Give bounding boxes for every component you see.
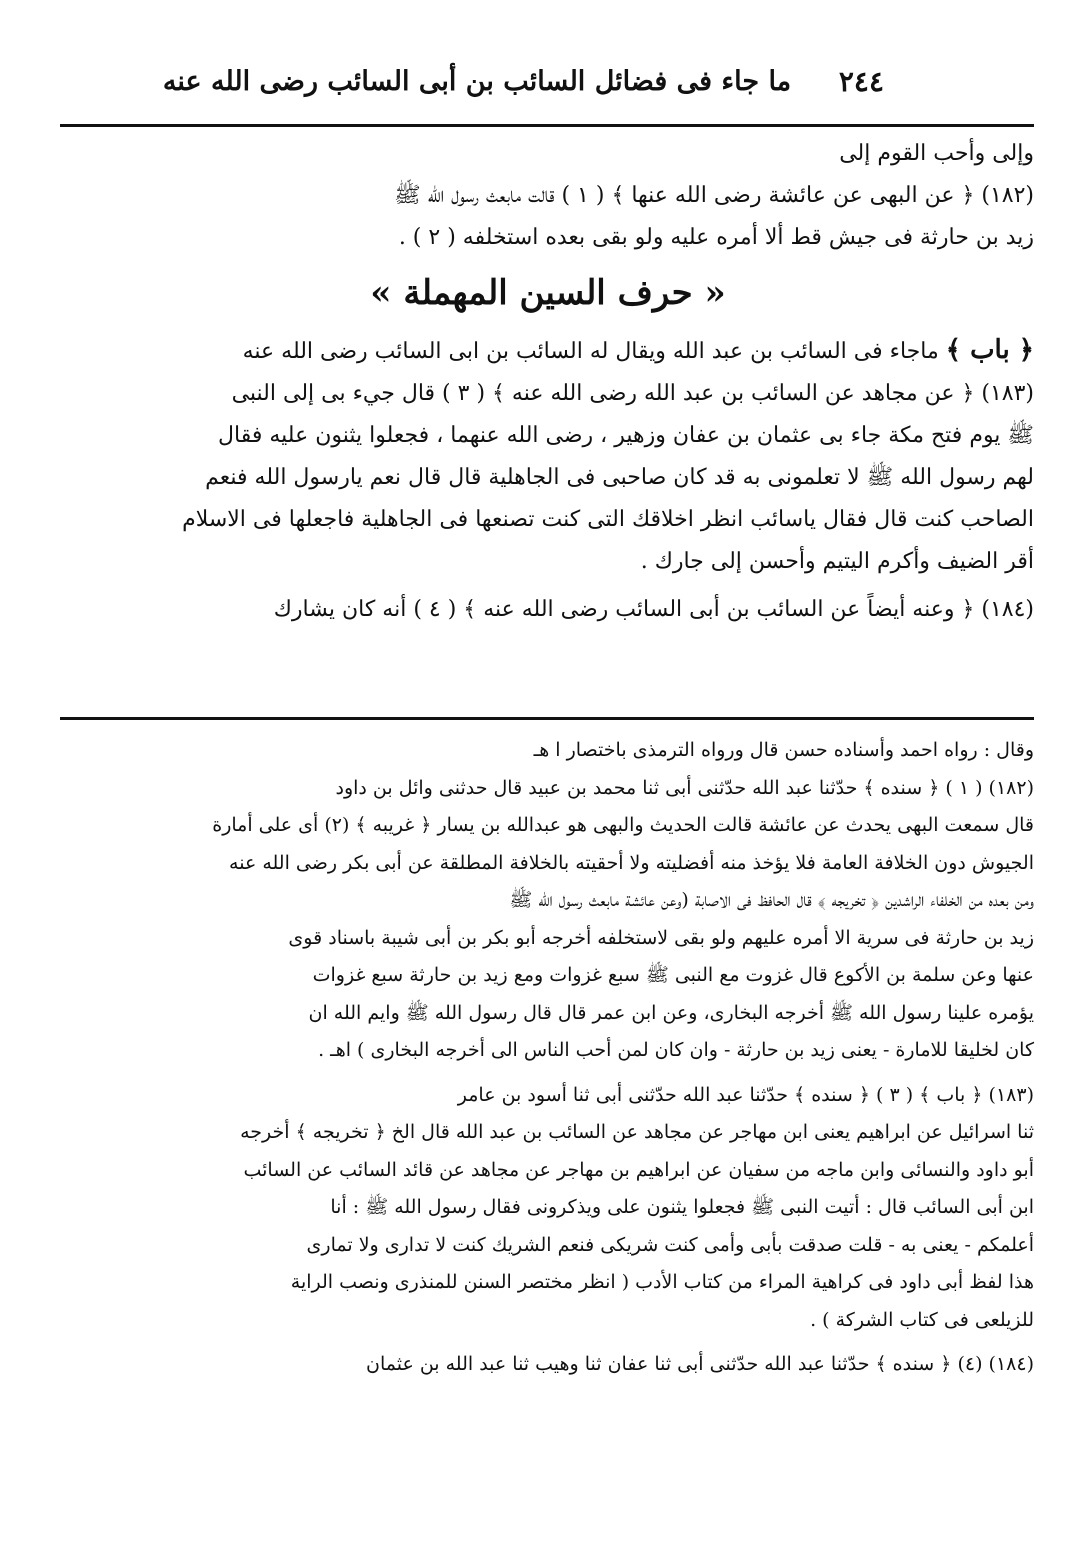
- note-line: ثنا اسرائيل عن ابراهيم يعنى ابن مهاجر عن مجاهد عن السائب بن عبد الله قال الخ ﴿ تخريجه ﴾ أخرجه: [240, 1121, 1034, 1143]
- note-line: أعلمكم - يعنى به - قلت صدقت بأبى وأمى كنت شريكى فنعم الشريك كنت لا تدارى ولا تمارى: [306, 1233, 1034, 1256]
- main-text: [62, 135, 1034, 633]
- note-line: كان لخليقا للامارة - يعنى زيد بن حارثة - وان كان لمن أحب الناس الى أخرجه البخارى ) اهـ .: [318, 1039, 1034, 1061]
- note-182: (١٨٢) ( ١ ) ﴿ سنده ﴾ حدّثنا عبد الله حدّثنى أبى ثنا محمد بن عبيد قال حدثنى وائل بن داود: [335, 776, 1034, 799]
- main-line: أقر الضيف وأكرم اليتيم وأحسن إلى جارك .: [640, 549, 1034, 574]
- note-183: (١٨٣) ﴿ باب ﴾ ( ٣ ) ﴿ سنده ﴾ حدّثنا عبد الله حدّثنى أبى ثنا أسود بن عامر: [457, 1083, 1034, 1106]
- footnote-rule: [60, 717, 1034, 720]
- note-line: ابن أبى السائب قال : أتيت النبى ﷺ فجعلوا يثنون على ويذكرونى فقال رسول الله ﷺ : أنا: [330, 1196, 1034, 1218]
- running-header-title: ما جاء فى فضائل السائب بن أبى السائب رضى الله عنه: [162, 66, 792, 97]
- chapter-heading: [62, 331, 1034, 371]
- note-line: عنها وعن سلمة بن الأكوع قال غزوت مع النبى ﷺ سبع غزوات ومع زيد بن حارثة سبع غزوات: [312, 964, 1034, 986]
- note-line: الجيوش دون الخلافة العامة فلا يؤخذ منه أفضليته ولا أحقيته بالخلافة المطلقة عن أبى بكر رضى الله عنه: [229, 851, 1034, 874]
- page-number: ٢٤٤: [838, 65, 884, 98]
- note-184: (١٨٤) (٤) ﴿ سنده ﴾ حدّثنا عبد الله حدّثنى أبى ثنا عفان ثنا وهيب ثنا عبد الله بن عثمان: [365, 1353, 1034, 1375]
- main-line: الصاحب كنت قال فقال ياسائب انظر اخلاقك التى كنت تصنعها فى الجاهلية فاجعلها فى الاسلام: [182, 507, 1034, 532]
- footnotes: [62, 733, 1034, 1385]
- note-line: قال سمعت البهى يحدث عن عائشة قالت الحديث والبهى هو عبدالله بن يسار ﴿ غريبه ﴾ (٢) أى على أمارة: [212, 814, 1034, 836]
- main-line: زيد بن حارثة فى جيش قط ألا أمره عليه ولو بقى بعده استخلفه ( ٢ ) .: [398, 225, 1034, 250]
- hadith-184: (١٨٤) ﴿ وعنه أيضاً عن السائب بن أبى السائب رضى الله عنه ﴾ ( ٤ ) أنه كان يشارك: [273, 597, 1034, 622]
- hadith-183: (١٨٣) ﴿ عن مجاهد عن السائب بن عبد الله رضى الله عنه ﴾ ( ٣ ) قال جيء بى إلى النبى: [231, 381, 1034, 406]
- bab-text: ماجاء فى السائب بن عبد الله ويقال له السائب بن ابى السائب رضى الله عنه: [242, 339, 939, 364]
- note-line: أبو داود والنسائى وابن ماجه من سفيان عن ابراهيم بن مهاجر عن مجاهد عن قائد السائب عن السائب: [243, 1158, 1034, 1181]
- main-line: وإلى وأحب القوم إلى: [839, 141, 1034, 166]
- header-rule: [60, 124, 1034, 127]
- main-line: لهم رسول الله ﷺ لا تعلمونى به قد كان صاحبى فى الجاهلية قال قال نعم يارسول الله فنعم: [205, 465, 1034, 490]
- bab-label: ﴿ باب ﴾: [945, 335, 1034, 365]
- note-line: يؤمره علينا رسول الله ﷺ أخرجه البخارى، وعن ابن عمر قال قال رسول الله ﷺ وايم الله ان: [308, 1001, 1034, 1024]
- hadith-182: (١٨٢) ﴿ عن البهى عن عائشة رضى الله عنها ﴾ ( ١ ) قالت مابعث رسول الله ﷺ: [394, 183, 1034, 208]
- note-line: ومن بعده من الخلفاء الراشدين ﴿ تخريجه ﴾ قال الحافظ فى الاصابة (وعن عائشة مابعث رسول الله ﷺ: [509, 889, 1034, 911]
- section-title: « حرف السين المهملة »: [370, 273, 726, 313]
- note-line: زيد بن حارثة فى سرية الا أمره عليهم ولو بقى لاستخلفه أخرجه أبو بكر بن أبى شيبة باسناد قوى: [288, 926, 1034, 949]
- note-line: للزيلعى فى كتاب الشركة ) .: [810, 1308, 1034, 1331]
- note-line: وقال : رواه احمد وأسناده حسن قال ورواه الترمذى باختصار ا هـ: [533, 739, 1034, 761]
- main-line: ﷺ يوم فتح مكة جاء بى عثمان بن عفان وزهير ، رضى الله عنهما ، فجعلوا يثنون عليه فقال: [218, 423, 1034, 448]
- note-line: هذا لفظ أبى داود فى كراهية المراء من كتاب الأدب ( انظر مختصر السنن للمنذرى ونصب الراية: [290, 1271, 1034, 1293]
